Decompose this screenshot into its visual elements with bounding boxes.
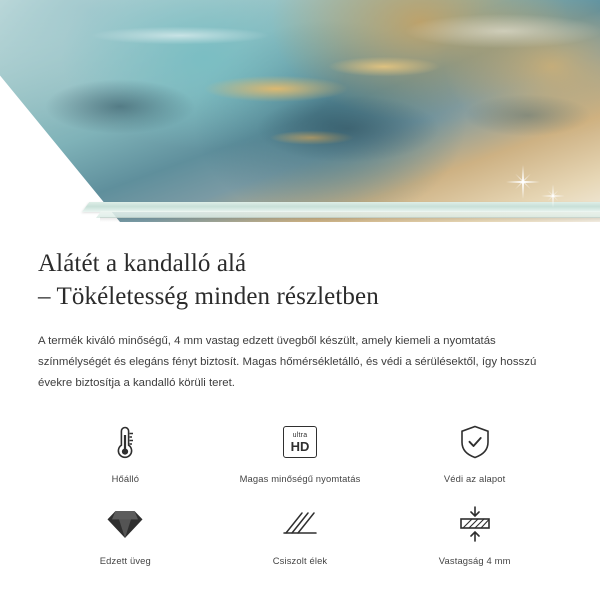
feature-item — [213, 420, 388, 484]
feature-grid — [38, 420, 562, 566]
feature-item — [387, 420, 562, 484]
ultra-hd-badge-top: ultra — [292, 431, 308, 439]
ultra-hd-icon — [283, 420, 317, 464]
headline-line-1: Alátét a kandalló alá — [38, 250, 247, 277]
headline-line-2: – Tökéletesség minden részletben — [38, 282, 379, 310]
description-paragraph: A termék kiváló minőségű, 4 mm vastag edzett üvegből készült, amely kiemeli a nyomtatás színmélységét és elegáns fényt biztosít. Magas hőmérsékletálló, és védi a sérülésektől, így hosszú évekre biztosítja a kandalló körüli teret. — [38, 335, 537, 390]
feature-item — [213, 502, 388, 566]
feature-item — [38, 420, 213, 484]
hero-product-image — [0, 0, 600, 222]
shield-check-icon — [458, 420, 492, 464]
ultra-hd-badge-bottom: HD — [290, 438, 310, 454]
feature-item — [387, 502, 562, 566]
feature-label: Hőálló — [111, 473, 140, 485]
polished-edges-icon — [282, 502, 318, 546]
product-drop-shadow — [100, 217, 600, 222]
thickness-arrows-icon — [455, 502, 495, 546]
page-title — [38, 248, 562, 313]
feature-item — [38, 502, 213, 566]
feature-label: Vastagság 4 mm — [438, 555, 511, 567]
feature-label: Edzett üveg — [99, 555, 151, 567]
thermometer-icon — [112, 420, 138, 464]
feature-label: Csiszolt élek — [272, 555, 328, 567]
diamond-icon — [106, 502, 144, 546]
content-area — [0, 222, 600, 566]
feature-label: Védi az alapot — [443, 473, 506, 485]
feature-label: Magas minőségű nyomtatás — [239, 473, 361, 485]
